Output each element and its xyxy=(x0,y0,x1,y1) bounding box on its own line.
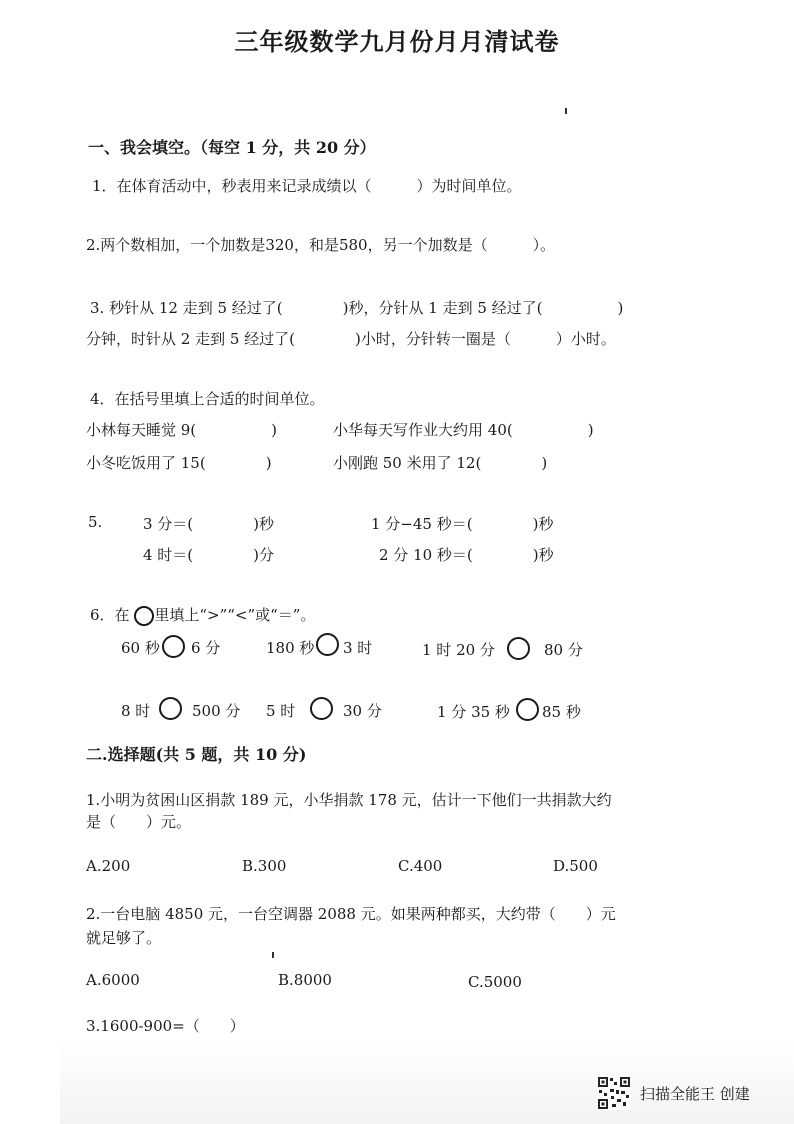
s2-q1-option-d[interactable]: D.500 xyxy=(553,857,598,875)
s1-question-5a: 3 分＝( )秒 xyxy=(143,515,275,533)
s1-question-6-intro xyxy=(90,604,315,626)
s2-question-2-line1: 2.一台电脑 4850 元，一台空调器 2088 元。如果两种都买，大约带（ ）元 xyxy=(86,905,616,923)
s2-question-1-line1: 1.小明为贫困山区捐款 189 元，小华捐款 178 元，估计一下他们一共捐款大约 xyxy=(86,791,612,809)
qr-code-icon xyxy=(597,1076,631,1110)
q6-r2a-right: 500 分 xyxy=(192,702,241,720)
q6-intro-suffix: 里填上“>”“<”或“＝”。 xyxy=(154,606,316,624)
section1-heading: 一、我会填空。（每空 1 分，共 20 分） xyxy=(88,138,376,157)
s1-question-5-number: 5. xyxy=(88,513,103,531)
compare-circle-icon[interactable] xyxy=(162,635,185,658)
s2-q2-option-c[interactable]: C.5000 xyxy=(468,973,522,991)
scan-speck xyxy=(272,952,274,958)
s1-question-3-line1: 3. 秒针从 12 走到 5 经过了( )秒，分针从 1 走到 5 经过了( ) xyxy=(90,299,624,317)
scan-speck xyxy=(565,108,567,114)
answer-circle-icon xyxy=(134,606,154,626)
compare-circle-icon[interactable] xyxy=(507,637,530,660)
q6-r1c-left: 1 时 20 分 xyxy=(422,641,495,659)
q6-r2b-left: 5 时 xyxy=(266,702,296,720)
s2-question-2-line2: 就足够了。 xyxy=(86,929,162,947)
q6-r1c-right: 80 分 xyxy=(544,641,583,659)
q6-r2b-right: 30 分 xyxy=(343,702,382,720)
s1-question-4b: 小华每天写作业大约用 40( ) xyxy=(333,421,594,439)
s1-question-4d: 小刚跑 50 米用了 12( ) xyxy=(333,454,548,472)
s1-question-5c: 4 时＝( )分 xyxy=(143,546,275,564)
s2-q1-option-c[interactable]: C.400 xyxy=(398,857,443,875)
q6-r1a-left: 60 秒 xyxy=(121,639,160,657)
page-title: 三年级数学九月份月月清试卷 xyxy=(234,27,560,56)
s2-q1-option-a[interactable]: A.200 xyxy=(86,857,131,875)
s1-question-3-line2: 分钟，时针从 2 走到 5 经过了( )小时，分针转一圈是（ ）小时。 xyxy=(86,330,616,348)
s1-question-5d: 2 分 10 秒＝( )秒 xyxy=(379,546,554,564)
compare-circle-icon[interactable] xyxy=(516,698,539,721)
s1-question-4c: 小冬吃饭用了 15( ) xyxy=(86,454,272,472)
s2-q2-option-a[interactable]: A.6000 xyxy=(86,971,140,989)
scan-shadow xyxy=(60,1040,794,1124)
compare-circle-icon[interactable] xyxy=(159,697,182,720)
s2-q2-option-b[interactable]: B.8000 xyxy=(278,971,332,989)
q6-intro-prefix: 6．在 xyxy=(90,606,130,624)
compare-circle-icon[interactable] xyxy=(316,633,339,656)
scanner-watermark: 扫描全能王 创建 xyxy=(640,1085,750,1103)
q6-r2a-left: 8 时 xyxy=(121,702,151,720)
section2-heading: 二.选择题(共 5 题，共 10 分) xyxy=(86,745,307,764)
q6-r2c-left: 1 分 35 秒 xyxy=(437,703,510,721)
s2-question-1-line2: 是（ ）元。 xyxy=(86,813,192,831)
q6-r1b-right: 3 时 xyxy=(343,639,373,657)
s2-q1-option-b[interactable]: B.300 xyxy=(242,857,287,875)
s1-question-1: 1．在体育活动中，秒表用来记录成绩以（ ）为时间单位。 xyxy=(92,177,522,195)
s1-question-4-title: 4．在括号里填上合适的时间单位。 xyxy=(90,390,325,408)
s1-question-2: 2.两个数相加，一个加数是320，和是580，另一个加数是（ ）。 xyxy=(86,236,556,254)
compare-circle-icon[interactable] xyxy=(310,697,333,720)
s2-question-3: 3.1600-900=（ ） xyxy=(86,1017,245,1035)
q6-r1b-left: 180 秒 xyxy=(266,639,315,657)
s1-question-5b: 1 分−45 秒＝( )秒 xyxy=(371,515,554,533)
q6-r1a-right: 6 分 xyxy=(191,639,221,657)
s1-question-4a: 小林每天睡觉 9( ) xyxy=(86,421,278,439)
q6-r2c-right: 85 秒 xyxy=(542,703,581,721)
